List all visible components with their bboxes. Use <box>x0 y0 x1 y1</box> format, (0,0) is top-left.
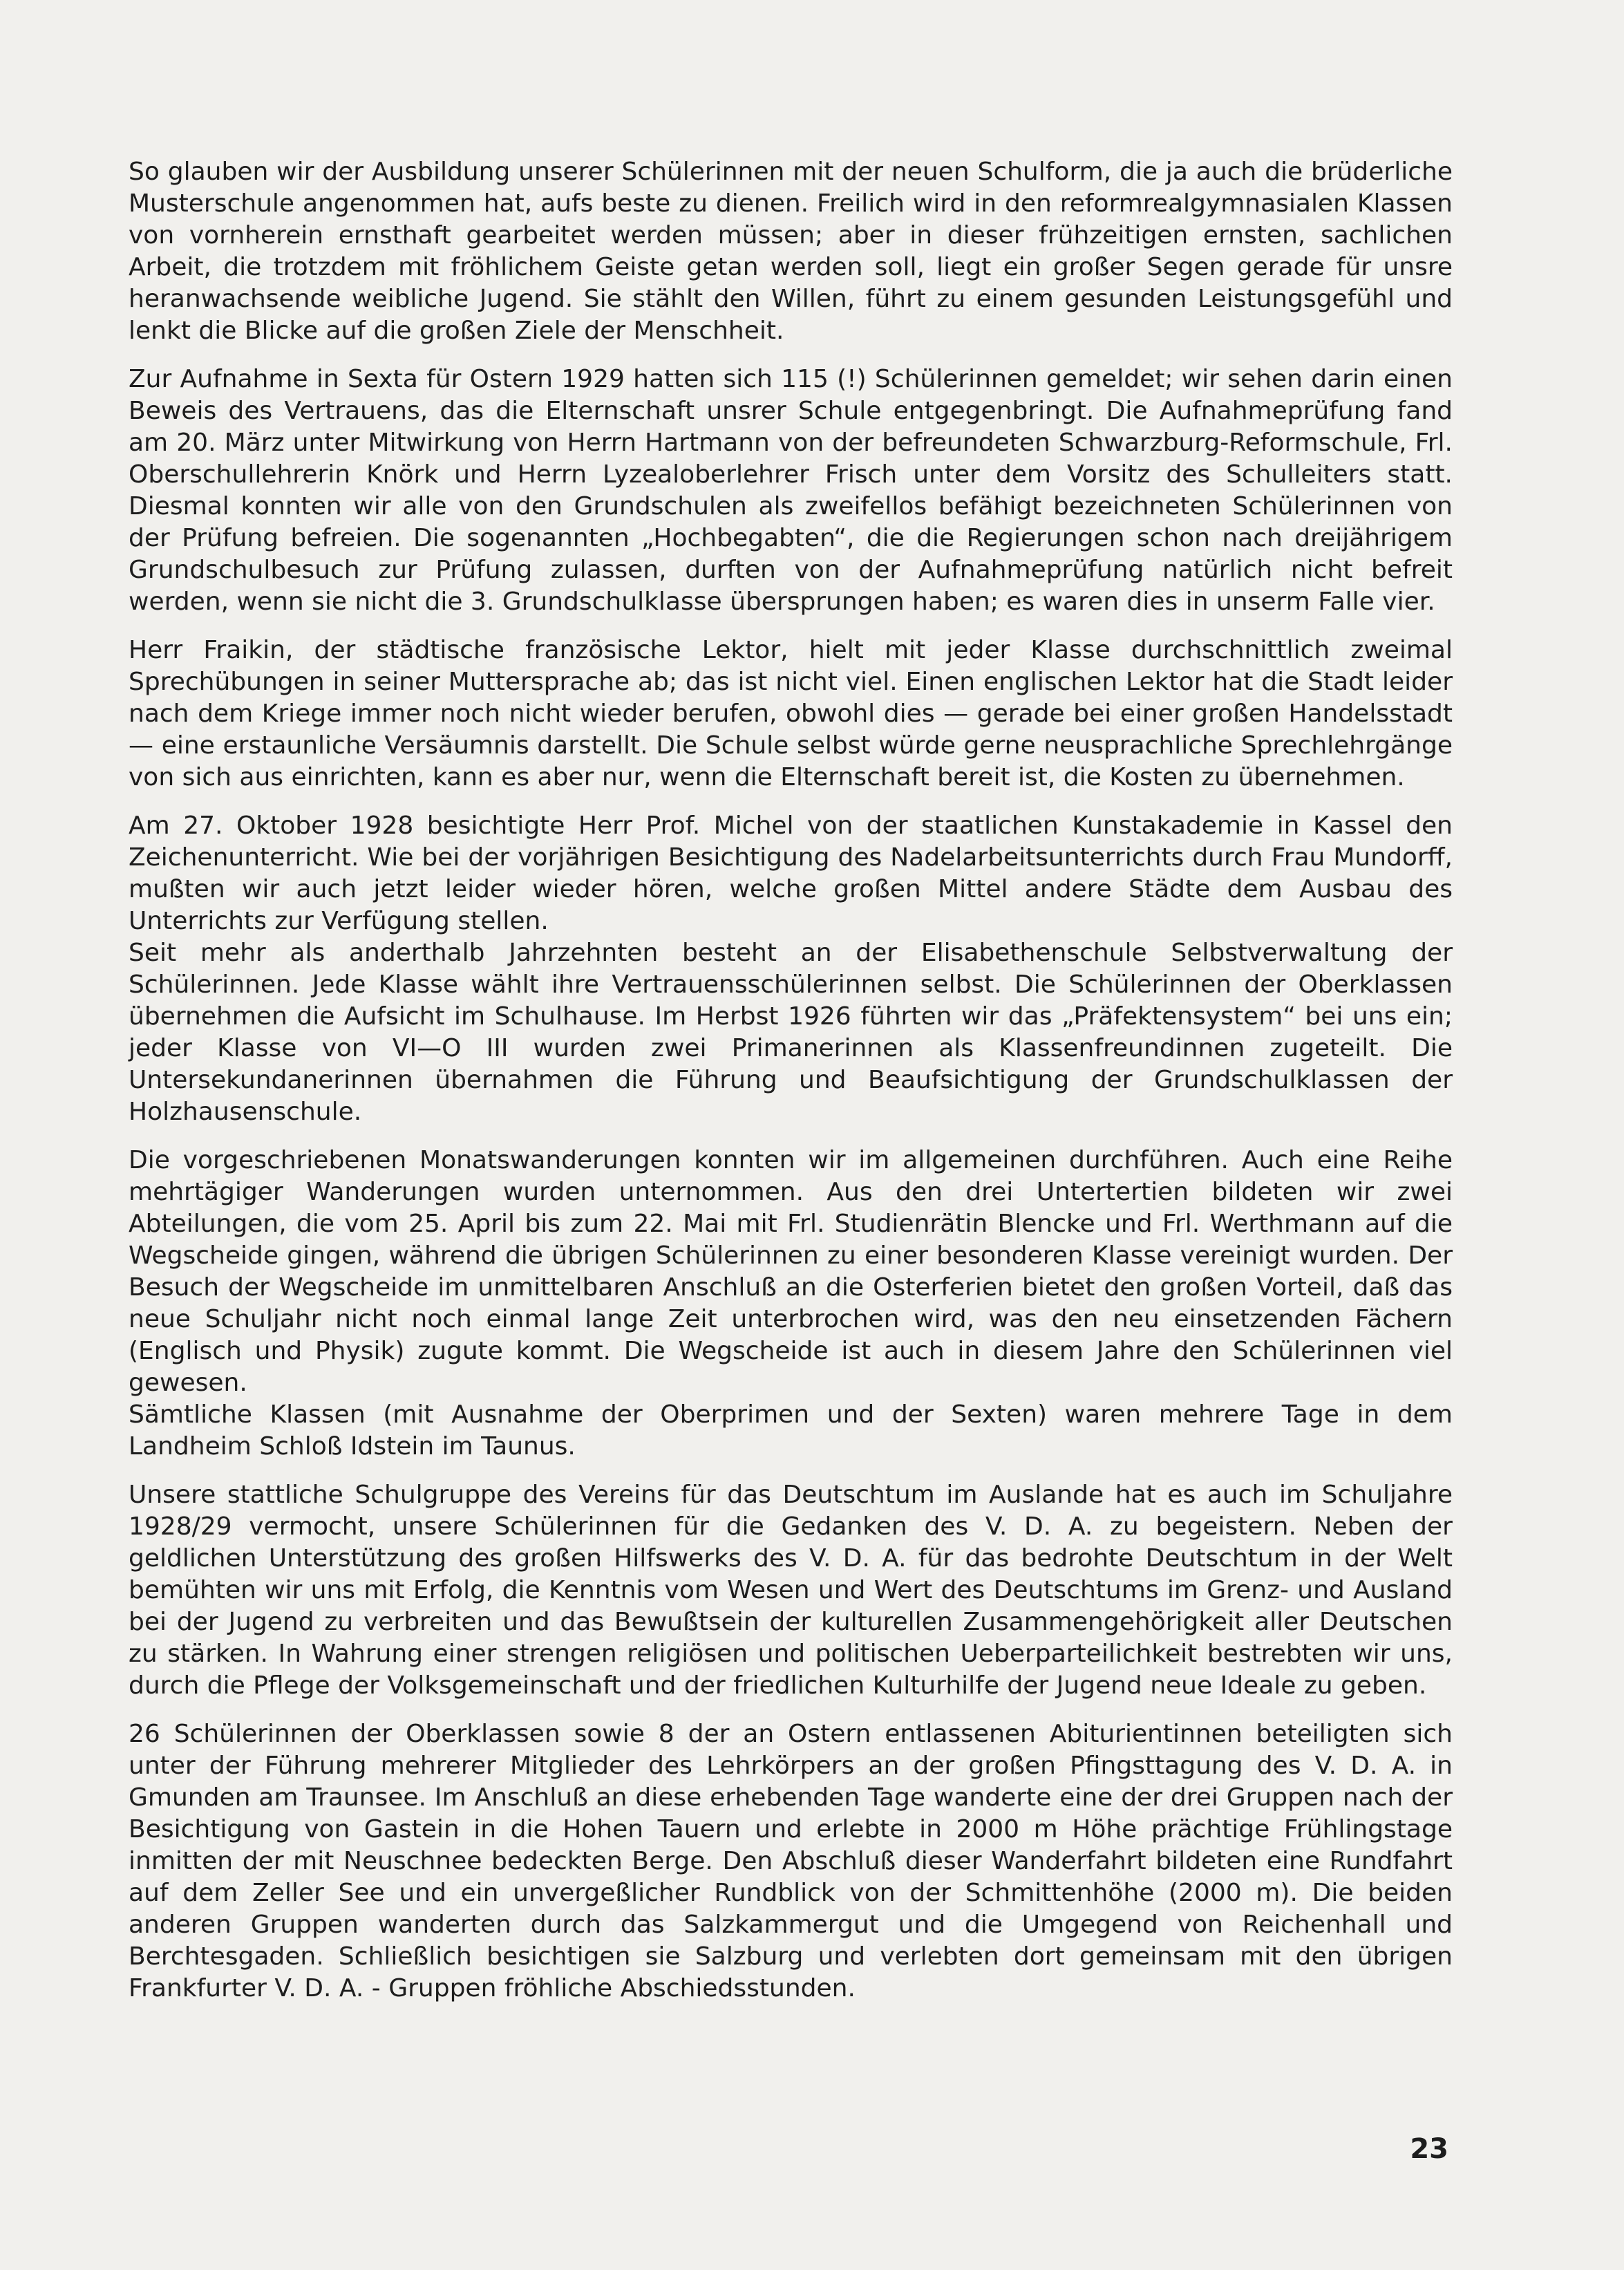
paragraph-art-inspection: Am 27. Oktober 1928 besichtigte Herr Prof. Michel von der staatlichen Kunstakademie in Kassel den Zeichenunterricht. Wie bei der vorjährigen Besichtigung des Nadelarbeitsunterrichts durch Frau Mundorff, mußten wir auch jetzt leider wieder hören, welche großen Mittel andere Städte dem Ausbau des Unterrichts zur Verfügung stellen. <box>129 812 1453 935</box>
paragraph-reform-school: So glauben wir der Ausbildung unserer Schülerinnen mit der neuen Schulform, die ja auch die brüderliche Musterschule angenommen hat, aufs beste zu dienen. Freilich wird in den reformrealgymnasialen Klassen von vornherein ernsthaft gearbeitet werden müssen; aber in dieser frühzeitigen ernsten, sachlichen Arbeit, die trotzdem mit fröhlichem Geiste getan werden soll, liegt ein großer Segen gerade für unsre heranwachsende weibliche Jugend. Sie stählt den Willen, führt zu einem gesunden Leistungsgefühl und lenkt die Blicke auf die großen Ziele der Menschheit. <box>129 158 1453 345</box>
paragraph-french-lector: Herr Fraikin, der städtische französische Lektor, hielt mit jeder Klasse durchschnittlich zweimal Sprechübungen in seiner Muttersprache ab; das ist nicht viel. Einen englischen Lektor hat die Stadt leider nach dem Kriege immer noch nicht wieder berufen, obwohl dies — gerade bei einer großen Handelsstadt — eine erstaunliche Versäumnis darstellt. Die Schule selbst würde gerne neusprachliche Sprechlehrgänge von sich aus einrichten, kann es aber nur, wenn die Elternschaft bereit ist, die Kosten zu übernehmen. <box>129 636 1453 791</box>
body-text <box>129 156 1453 2021</box>
paragraph-vda-group: Unsere stattliche Schulgruppe des Vereins für das Deutschtum im Auslande hat es auch im Schuljahre 1928/29 vermocht, unsere Schülerinnen für die Gedanken des V. D. A. zu begeistern. Neben der geldlichen Unterstützung des großen Hilfswerks des V. D. A. für das bedrohte Deutschtum in der Welt bemühten wir uns mit Erfolg, die Kenntnis vom Wesen und Wert des Deutschtums im Grenz- und Ausland bei der Jugend zu verbreiten und das Bewußtsein der kulturellen Zusammengehörigkeit aller Deutschen zu stärken. In Wahrung einer strengen religiösen und politischen Ueberparteilichkeit bestrebten wir uns, durch die Pflege der Volksgemeinschaft und der friedlichen Kulturhilfe der Jugend neue Ideale zu geben. <box>129 1481 1453 1700</box>
paragraph-hikes: Die vorgeschriebenen Monatswanderungen konnten wir im allgemeinen durchführen. Auch eine Reihe mehrtägiger Wanderungen wurden unternommen. Aus den drei Untertertien bildeten wir zwei Abteilungen, die vom 25. April bis zum 22. Mai mit Frl. Studienrätin Blencke und Frl. Werthmann auf die Wegscheide gingen, während die übrigen Schülerinnen zu einer besonderen Klasse vereinigt wurden. Der Besuch der Wegscheide im unmittelbaren Anschluß an die Osterferien bietet den großen Vorteil, daß das neue Schuljahr nicht noch einmal lange Zeit unterbrochen wird, was den neu einsetzenden Fächern (Englisch und Physik) zugute kommt. Die Wegscheide ist auch in diesem Jahre den Schülerinnen viel gewesen. <box>129 1146 1453 1397</box>
paragraph-landheim: Sämtliche Klassen (mit Ausnahme der Oberprimen und der Sexten) waren mehrere Tage in dem Landheim Schloß Idstein im Taunus. <box>129 1400 1453 1461</box>
paragraph-admission: Zur Aufnahme in Sexta für Ostern 1929 hatten sich 115 (!) Schülerinnen gemeldet; wir sehen darin einen Beweis des Vertrauens, das die Elternschaft unsrer Schule entgegenbringt. Die Aufnahmeprüfung fand am 20. März unter Mitwirkung von Herrn Hartmann von der befreundeten Schwarzburg-Reformschule, Frl. Oberschullehrerin Knörk und Herrn Lyzealoberlehrer Frisch unter dem Vorsitz des Schulleiters statt. Diesmal konnten wir alle von den Grundschulen als zweifellos befähigt bezeichneten Schülerinnen von der Prüfung befreien. Die sogenannten „Hochbegabten“, die die Regierungen schon nach dreijährigem Grundschulbesuch zur Prüfung zulassen, durften von der Aufnahmeprüfung natürlich nicht befreit werden, wenn sie nicht die 3. Grundschulklasse übersprungen haben; es waren dies in unserm Falle vier. <box>129 365 1453 616</box>
paragraph-pentecost-trip: 26 Schülerinnen der Oberklassen sowie 8 der an Ostern entlassenen Abiturientinnen beteiligten sich unter der Führung mehrerer Mitglieder des Lehrkörpers an der großen Pfingsttagung des V. D. A. in Gmunden am Traunsee. Im Anschluß an diese erhebenden Tage wanderte eine der drei Gruppen nach der Besichtigung von Gastein in die Hohen Tauern und erlebte in 2000 m Höhe prächtige Frühlingstage inmitten der mit Neuschnee bedeckten Berge. Den Abschluß dieser Wanderfahrt bildeten eine Rundfahrt auf dem Zeller See und ein unvergeßlicher Rundblick von der Schmittenhöhe (2000 m). Die beiden anderen Gruppen wanderten durch das Salzkammergut und die Umgegend von Reichenhall und Berchtesgaden. Schließlich besichtigen sie Salzburg und verlebten dort gemeinsam mit den übrigen Frankfurter V. D. A. - Gruppen fröhliche Abschiedsstunden. <box>129 1720 1453 2002</box>
page-number: 23 <box>1410 2133 1448 2165</box>
paragraph-self-administration: Seit mehr als anderthalb Jahrzehnten besteht an der Elisabethenschule Selbstverwaltung der Schülerinnen. Jede Klasse wählt ihre Vertrauensschülerinnen selbst. Die Schülerinnen der Oberklassen übernehmen die Aufsicht im Schulhause. Im Herbst 1926 führten wir das „Präfektensystem“ bei uns ein; jeder Klasse von VI—O III wurden zwei Primanerinnen als Klassenfreundinnen zugeteilt. Die Untersekundanerinnen übernahmen die Führung und Beaufsichtigung der Grundschulklassen der Holzhausenschule. <box>129 939 1453 1126</box>
